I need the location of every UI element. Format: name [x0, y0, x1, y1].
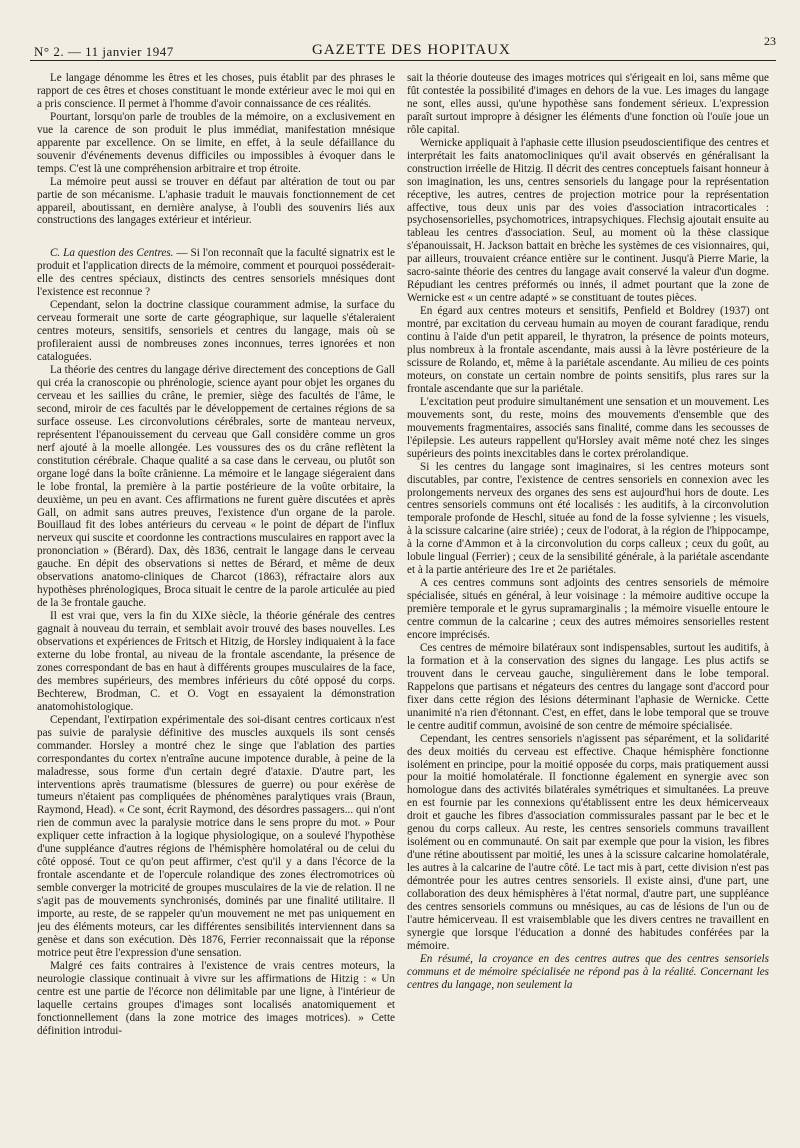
paragraph: L'excitation peut produire simultanément une sensation et un mouvement. Les mouvements sont, du reste, moins des mouvements d'ensemble que des mouvements fragmentaires, associés sans finalité, comme dans les secousses de l'épilepsie. Les auteurs rappellent qu'Horsley avait même noté chez les singes supérieurs des points inexcitables dans le cortex prérolandique.	[407, 395, 769, 460]
paragraph: Cependant, l'extirpation expérimentale des soi-disant centres corticaux n'est pas suivie de paralysie définitive des muscles auxquels ils sont censés commander. Horsley a montré chez le singe que l'ablation des parties correspondantes du cortex n'entraîne aucune impotence durable, à peine de la maladresse, sous forme d'un certain degré d'ataxie. D'autre part, les interventions après traumatisme (blessures de guerre) ou pour exérèse de tumeurs n'étaient pas compliquées de phénomènes paralytiques vrais (Braun, Raymond, Head). « Ce sont, écrit Raymond, des désordres passagers... qui n'ont rien de commun avec la paralysie motrice dans le sens propre du mot. » Pour expliquer cette infraction à la logique physiologique, on a soulevé l'hypothèse d'une suppléance d'autres régions de l'hémisphère homolatéral ou de celui du côté opposé. Tout ce qu'on peut affirmer, c'est qu'il y a dans l'écorce de la frontale ascendante et de l'opercule rolandique des zones électromotrices où semble converger la motricité de groupes musculaires de la vie de relation. Il ne s'agit pas de mouvements synchronisés, dominés par une finalité utilitaire. Il importe, au reste, de se rappeler qu'un mouvement ne met pas uniquement en jeu des éléments moteurs, car les différentes sensibilités interviennent dans sa genèse et dans son exécution. Dès 1876, Ferrier reconnaissait que la réponse motrice peut être l'expression d'une sensation.	[37, 713, 395, 959]
paragraph: Wernicke appliquait à l'aphasie cette illusion pseudoscientifique des centres et interprétait les faits anatomocliniques qu'il avait observés en généralisant la construction irréelle de Hitzig. Il décrit des centres conceptuels faisant honneur à son imagination, les uns, centres sensoriels du langage pour la représentation réceptive, les autres, centres de projection motrice pour la représentation affective, tous deux unis par des voies d'association intracorticales : psychosensorielles, psychomotrices, intrapsychiques. Flechsig ajoutait ensuite au tableau les centres d'association. Seul, au moment où la thèse classique s'épanouissait, H. Jackson battait en brèche les systèmes de ces visionnaires, qui, par ailleurs, trouvaient créance entière sur le continent. Jusqu'à Pierre Marie, la sacro-sainte théorie des centres du langage avait conservé la valeur d'un dogme. Répudiant les centres préformés ou innés, il admet pourtant que la zone de Wernicke est « un centre adapté » se constituant de toutes pièces.	[407, 136, 769, 305]
journal-title: GAZETTE DES HOPITAUX	[312, 42, 511, 58]
page-header	[30, 26, 776, 62]
paragraph: Le langage dénomme les êtres et les choses, puis établit par des phrases le rapport de ces êtres et choses constituant le monde extérieur avec le moi qui en a pris conscience. Il permet à l'homme d'avoir connaissance de ces réalités.	[37, 72, 395, 110]
right-column	[407, 72, 769, 1134]
page-number: 23	[764, 34, 776, 48]
paragraph: Cependant, selon la doctrine classique couramment admise, la surface du cerveau formerait une sorte de carte géographique, sur laquelle s'étaleraient centres moteurs, sensitifs, sensoriels et centres du langage, mais où se profileraient aussi de nombreuses zones inconnues, terres ignorées et non cataloguées.	[37, 299, 395, 364]
header-rule	[30, 60, 776, 61]
paragraph: Cependant, les centres sensoriels n'agissent pas séparément, et la solidarité des deux moitiés du cerveau est effective. Chaque hémisphère fonctionne isolément en principe, pour la moitié opposée du corps, mais pratiquement aussi pour la moitié homolatérale. Il fonctionne également en synergie avec son homologue dans des activités bilatérales symétriques et simultanées. La preuve en est fournie par les connexions qu'établissent entre les deux hémicerveaux droit et gauche les fibres d'association commissurales passant par le bec et le genou du corps calleux. Au reste, les centres sensoriels communs travaillent isolément ou en communauté. On sait par exemple que pour la vision, les fibres d'une rétine aboutissent par moitié, les unes à la scissure calcarine homolatérale, les autres à la calcarine de l'autre côté. Le tact mis à part, cette division n'est pas démontrée pour les autres centres sensoriels. Il existe ainsi, d'une part, une collaboration des deux hémisphères à l'état normal, d'autre part, une suppléance des centres sensoriels communs ou mnésiques, au cas de lésions de l'un ou de l'autre hémicerveau. Il est vraisemblable que les divers centres ne travaillent en synergie que lorsque l'éducation a donné des habitudes conférées par la mémoire.	[407, 732, 769, 952]
paragraph: A ces centres communs sont adjoints des centres sensoriels de mémoire spécialisée, situés en général, à leur voisinage : la mémoire auditive occupe la première temporale et le gyrus supramarginalis ; la mémoire visuelle entoure le centre commun de la calcarine ; ceux des autres mémoires sensorielles restent encore imprécisés.	[407, 577, 769, 641]
paragraph: Si les centres du langage sont imaginaires, si les centres moteurs sont discutables, par contre, l'existence de centres sensoriels en connexion avec les prolongements nerveux des organes des sens est aujourd'hui hors de doute. Les centres sensoriels communs ont été localisés : les auditifs, à la circonvolution temporale profonde de Heschl, située au fond de la fosse sylvienne ; les visuels, à la scissure calcarine (aire striée) ; ceux de l'odorat, à la région de l'hippocampe, à la corne d'Ammon et à la circonvolution du corps calleux ; ceux du goût, au lobule lingual (Ferrier) ; ceux de la sensibilité générale, à la pariétale ascendante et à la partie antérieure des 1re et 2e pariétales.	[407, 460, 769, 577]
paragraph: Pourtant, lorsqu'on parle de troubles de la mémoire, on a exclusivement en vue la carence de son produit le plus immédiat, manifestation mnésique apparente par excellence. On se limite, en effet, à la seule défaillance du souvenir d'événements devenus difficiles ou impossibles à évoquer dans le temps. C'est là une compréhension arbitraire et trop étroite.	[37, 110, 395, 175]
paragraph: Malgré ces faits contraires à l'existence de vrais centres moteurs, la neurologie classique continuait à vivre sur les affirmations de Hitzig : « Un centre est une partie de l'écorce non délimitable par une ligne, à l'intérieur de laquelle certains groupes d'images sont localisés anatomiquement et fonctionnellement (dans la zone motrice des images motrices). » Cette définition introdui-	[37, 959, 395, 1037]
paragraph: La théorie des centres du langage dérive directement des conceptions de Gall qui créa la cranoscopie ou phrénologie, science ayant pour objet les organes du cerveau et les saillies du crâne, le premier, siège des facultés de l'âme, le second, miroir de ces facultés par le développement de certaines régions de sa surface osseuse. Les circonvolutions cérébrales, sorte de manteau nerveux, représentent l'épanouissement du cerveau que Gall considère comme un gros nerf ajouté à la moelle allongée. Les voussures des os du crâne reflètent la constitution cérébrale. Chaque qualité a sa case dans le cerveau, ou plutôt son organe logé dans la boîte crânienne. La mémoire et le langage siégeraient dans le lobe frontal, la première à la partie postérieure de la voûte orbitaire, la deuxième, un peu en avant. Ces affirmations ne furent guère discutées et après Gall, on admit sans autres preuves, l'existence d'un organe de la parole. Bouillaud fit des lobes antérieurs du cerveau « le point de départ de l'influx nerveux qui suscite et coordonne les contractions musculaires en rapport avec la prononciation » (Bérard). Dax, dès 1836, centrait le langage dans le cerveau gauche. En dépit des observations si nettes de Bérard, et même de deux observations anatomo-cliniques de Charcot (1863), réfractaire alors aux hypothèses phrénologiques, Broca situait le centre de la parole articulée au pied de la 3e frontale gauche.	[37, 364, 395, 610]
section-c-text: — Si l'on reconnaît que la faculté signatrix est le produit et l'application directs de la mémoire, comment et pourquoi posséderait-elle des centres spéciaux, distincts des centres sensoriels mnésiques dont l'existence est reconnue ?	[37, 247, 395, 299]
paragraph: sait la théorie douteuse des images motrices qui s'érigeait en loi, sans même que fût contestée la possibilité d'images en dehors de la vue. Les images du langage ne sont, elles aussi, qu'une hypothèse sans fondement sérieux. L'expression paraît surtout impropre à désigner les éléments d'une fonction où l'ouïe joue un rôle capital.	[407, 72, 769, 136]
paragraph: Ces centres de mémoire bilatéraux sont indispensables, surtout les auditifs, à la formation et à la conservation des signes du langage. Les plus actifs se trouvent dans le cerveau gauche, singulièrement dans le lobe temporal. Rappelons que partisans et négateurs des centres du langage sont d'accord pour fixer dans cette région des lésions déterminant l'aphasie de Wernicke. Cette unanimité n'a rien d'étonnant. C'est, en effet, dans le lobe temporal que se trouve le centre auditif commun, avoisiné de son centre de mémoire spécialisée.	[407, 641, 769, 732]
issue-info: N° 2. — 11 janvier 1947	[34, 44, 174, 59]
paragraph: Il est vrai que, vers la fin du XIXe siècle, la théorie générale des centres gagnait à nouveau du terrain, et semblait avoir trouvé des bases nouvelles. Les observations et expériences de Fritsch et Hitzig, de Horsley indiquaient à la face externe du lobe frontal, au niveau de la frontale ascendante, la présence de zones correspondant de bas en haut à différents groupes musculaires de la face, des membres supérieurs, des membres inférieurs du côté opposé du corps. Bechterew, Brodman, C. et O. Vogt en essayaient la démonstration anatomohistologique.	[37, 610, 395, 713]
paragraph: En égard aux centres moteurs et sensitifs, Penfield et Boldrey (1937) ont montré, par excitation du cerveau humain au moyen de courant faradique, rendu continu à l'aide d'un petit appareil, le thyratron, la présence de points moteurs, plus nombreux à la frontale ascendante, mais aussi à la lèvre postérieure de la scissure de Rolando, et, même à la pariétale ascendante. Au milieu de ces points moteurs, on constate un certain nombre de points sensitifs, plus rares sur la frontale ascendante que sur la pariétale.	[407, 305, 769, 395]
paragraph: En résumé, la croyance en des centres autres que des centres sensoriels communs et de mémoire spécialisée ne répond pas à la réalité. Concernant les centres du langage, non seulement la	[407, 952, 769, 991]
left-column	[37, 72, 395, 1134]
section-c-heading: C. La question des Centres.	[50, 247, 174, 260]
paragraph: La mémoire peut aussi se trouver en défaut par altération de tout ou par partie de son mécanisme. L'aphasie traduit le mauvais fonctionnement de cet appareil, aboutissant, en dernière analyse, à l'oubli des souvenirs liés aux constructions des langages extérieur et intérieur.	[37, 175, 395, 227]
section-c-paragraph	[37, 247, 395, 299]
